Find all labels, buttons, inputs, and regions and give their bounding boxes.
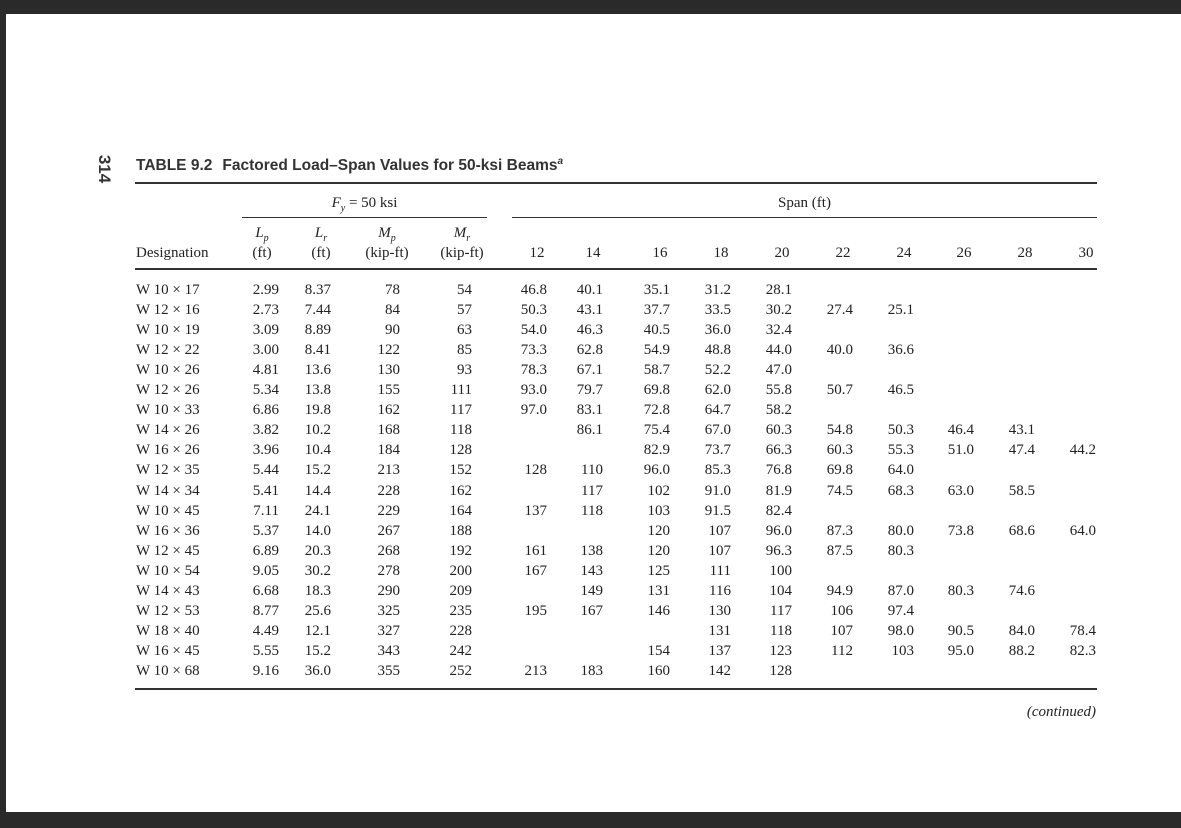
value-cell: 8.77 — [252, 602, 279, 619]
document-page — [6, 14, 1181, 812]
value-cell: 167 — [524, 562, 547, 579]
value-cell: 94.9 — [826, 582, 853, 599]
value-cell: 15.2 — [304, 642, 331, 659]
value-cell: 107 — [708, 542, 731, 559]
value-cell: 7.44 — [304, 302, 331, 319]
value-cell: 125 — [647, 562, 670, 579]
value-cell: 106 — [830, 602, 853, 619]
value-cell: 13.8 — [304, 382, 331, 399]
designation-cell: W 12 × 16 — [136, 302, 200, 319]
value-cell: 3.96 — [252, 442, 279, 459]
value-cell: 138 — [580, 542, 603, 559]
value-cell: 78.3 — [520, 362, 547, 379]
value-cell: 96.3 — [765, 542, 792, 559]
value-cell: 46.5 — [887, 382, 914, 399]
value-cell: 48.8 — [704, 342, 731, 359]
designation-cell: W 10 × 17 — [136, 282, 200, 298]
value-cell: 54.0 — [520, 322, 547, 339]
top-rule — [135, 182, 1097, 184]
value-cell: 162 — [377, 402, 400, 419]
value-cell: 8.37 — [304, 282, 331, 298]
value-cell: 131 — [708, 622, 731, 639]
table-title — [136, 156, 563, 175]
value-cell: 72.8 — [643, 402, 670, 419]
value-cell: 47.0 — [765, 362, 792, 379]
value-cell: 86.1 — [576, 422, 603, 439]
value-cell: 64.0 — [887, 462, 914, 479]
value-cell: 103 — [647, 502, 670, 519]
value-cell: 137 — [708, 642, 731, 659]
value-cell: 25.1 — [887, 302, 914, 319]
value-cell: 130 — [708, 602, 731, 619]
span-group-header: Span (ft) — [778, 195, 831, 211]
span-header-18: 18 — [713, 245, 729, 261]
value-cell: 90.5 — [947, 622, 974, 639]
value-cell: 25.6 — [304, 602, 331, 619]
designation-cell: W 16 × 26 — [136, 442, 200, 459]
value-cell: 50.3 — [887, 422, 914, 439]
value-cell: 107 — [708, 522, 731, 539]
value-cell: 43.1 — [576, 302, 603, 319]
value-cell: 9.16 — [252, 662, 279, 679]
value-cell: 80.3 — [887, 542, 914, 559]
value-cell: 128 — [524, 462, 547, 479]
value-cell: 95.0 — [947, 642, 974, 659]
value-cell: 66.3 — [765, 442, 792, 459]
value-cell: 111 — [709, 562, 731, 579]
value-cell: 8.89 — [304, 322, 331, 339]
value-cell: 97.4 — [887, 602, 914, 619]
value-cell: 30.2 — [304, 562, 331, 579]
value-cell: 268 — [377, 542, 400, 559]
value-cell: 57 — [457, 302, 472, 319]
value-cell: 18.3 — [304, 582, 331, 599]
value-cell: 13.6 — [304, 362, 331, 379]
value-cell: 83.1 — [576, 402, 603, 419]
value-cell: 91.0 — [704, 482, 731, 499]
designation-cell: W 10 × 54 — [136, 562, 200, 579]
value-cell: 55.3 — [887, 442, 914, 459]
value-cell: 85 — [457, 342, 472, 359]
value-cell: 51.0 — [947, 442, 974, 459]
value-cell: 35.1 — [643, 282, 670, 298]
value-cell: 96.0 — [765, 522, 792, 539]
value-cell: 93.0 — [520, 382, 547, 399]
fy-subscript: y — [340, 203, 346, 214]
value-cell: 3.09 — [252, 322, 279, 339]
value-cell: 213 — [377, 462, 400, 479]
value-cell: 2.73 — [252, 302, 279, 319]
value-cell: 68.3 — [887, 482, 914, 499]
property-header-2-symbol: M — [378, 225, 391, 241]
value-cell: 78.4 — [1069, 622, 1096, 639]
value-cell: 9.05 — [252, 562, 279, 579]
property-header-0-symbol: L — [255, 225, 264, 241]
value-cell: 5.37 — [252, 522, 279, 539]
designation-cell: W 14 × 34 — [136, 482, 200, 499]
value-cell: 28.1 — [765, 282, 792, 298]
header-bottom-rule — [135, 268, 1097, 270]
value-cell: 355 — [377, 662, 400, 679]
property-header-2-subscript: p — [390, 233, 396, 244]
table-title-text: Factored Load–Span Values for 50-ksi Beams — [222, 157, 558, 175]
value-cell: 15.2 — [304, 462, 331, 479]
value-cell: 161 — [524, 542, 547, 559]
designation-cell: W 10 × 19 — [136, 322, 200, 339]
value-cell: 229 — [377, 502, 400, 519]
value-cell: 6.89 — [252, 542, 279, 559]
value-cell: 67.1 — [576, 362, 603, 379]
value-cell: 60.3 — [765, 422, 792, 439]
value-cell: 192 — [449, 542, 472, 559]
value-cell: 62.8 — [576, 342, 603, 359]
value-cell: 52.2 — [704, 362, 731, 379]
value-cell: 64.0 — [1069, 522, 1096, 539]
value-cell: 40.5 — [643, 322, 670, 339]
value-cell: 84.0 — [1008, 622, 1035, 639]
value-cell: 290 — [377, 582, 400, 599]
value-cell: 54.9 — [643, 342, 670, 359]
value-cell: 195 — [524, 602, 547, 619]
value-cell: 78 — [385, 282, 400, 298]
value-cell: 47.4 — [1008, 442, 1035, 459]
value-cell: 167 — [580, 602, 603, 619]
value-cell: 252 — [449, 662, 472, 679]
value-cell: 36.0 — [704, 322, 731, 339]
value-cell: 104 — [769, 582, 792, 599]
value-cell: 213 — [524, 662, 547, 679]
value-cell: 37.7 — [643, 302, 670, 319]
table-label: TABLE 9.2 — [136, 157, 213, 175]
value-cell: 75.4 — [643, 422, 670, 439]
value-cell: 117 — [581, 482, 603, 499]
value-cell: 44.2 — [1069, 442, 1096, 459]
designation-header: Designation — [136, 245, 209, 261]
value-cell: 107 — [830, 622, 853, 639]
value-cell: 183 — [580, 662, 603, 679]
value-cell: 122 — [377, 342, 400, 359]
value-cell: 19.8 — [304, 402, 331, 419]
value-cell: 118 — [770, 622, 792, 639]
value-cell: 76.8 — [765, 462, 792, 479]
value-cell: 73.3 — [520, 342, 547, 359]
value-cell: 267 — [377, 522, 400, 539]
value-cell: 155 — [377, 382, 400, 399]
value-cell: 154 — [647, 642, 670, 659]
value-cell: 24.1 — [304, 502, 331, 519]
value-cell: 31.2 — [704, 282, 731, 298]
value-cell: 5.34 — [252, 382, 279, 399]
value-cell: 98.0 — [887, 622, 914, 639]
value-cell: 242 — [449, 642, 472, 659]
value-cell: 142 — [708, 662, 731, 679]
property-unit-1: (ft) — [311, 245, 331, 261]
designation-cell: W 14 × 26 — [136, 422, 200, 439]
designation-cell: W 10 × 26 — [136, 362, 200, 379]
value-cell: 58.2 — [765, 402, 792, 419]
property-unit-3: (kip-ft) — [440, 245, 484, 261]
value-cell: 87.5 — [826, 542, 853, 559]
value-cell: 327 — [377, 622, 400, 639]
value-cell: 168 — [377, 422, 400, 439]
value-cell: 36.0 — [304, 662, 331, 679]
value-cell: 118 — [581, 502, 603, 519]
value-cell: 80.3 — [947, 582, 974, 599]
value-cell: 4.81 — [252, 362, 279, 379]
value-cell: 5.44 — [252, 462, 279, 479]
value-cell: 69.8 — [643, 382, 670, 399]
value-cell: 63 — [457, 322, 472, 339]
value-cell: 130 — [377, 362, 400, 379]
value-cell: 84 — [385, 302, 400, 319]
value-cell: 73.8 — [947, 522, 974, 539]
value-cell: 40.0 — [826, 342, 853, 359]
value-cell: 74.5 — [826, 482, 853, 499]
value-cell: 235 — [449, 602, 472, 619]
designation-cell: W 12 × 26 — [136, 382, 200, 399]
value-cell: 116 — [709, 582, 731, 599]
value-cell: 90 — [385, 322, 400, 339]
value-cell: 55.8 — [765, 382, 792, 399]
value-cell: 46.8 — [520, 282, 547, 298]
value-cell: 40.1 — [576, 282, 603, 298]
span-header-14: 14 — [585, 245, 601, 261]
title-footnote-mark: a — [557, 156, 564, 167]
designation-cell: W 10 × 33 — [136, 402, 200, 419]
value-cell: 36.6 — [887, 342, 914, 359]
fy-group-header — [242, 194, 487, 218]
value-cell: 123 — [769, 642, 792, 659]
value-cell: 188 — [449, 522, 472, 539]
value-cell: 325 — [377, 602, 400, 619]
value-cell: 117 — [450, 402, 472, 419]
designation-cell: W 12 × 35 — [136, 462, 200, 479]
value-cell: 93 — [457, 362, 472, 379]
value-cell: 110 — [581, 462, 603, 479]
designation-cell: W 10 × 45 — [136, 502, 200, 519]
value-cell: 131 — [647, 582, 670, 599]
designation-cell: W 16 × 45 — [136, 642, 200, 659]
value-cell: 152 — [449, 462, 472, 479]
value-cell: 5.41 — [252, 482, 279, 499]
value-cell: 58.7 — [643, 362, 670, 379]
value-cell: 69.8 — [826, 462, 853, 479]
value-cell: 80.0 — [887, 522, 914, 539]
property-header-1-subscript: r — [323, 233, 328, 244]
value-cell: 103 — [891, 642, 914, 659]
value-cell: 6.68 — [252, 582, 279, 599]
value-cell: 67.0 — [704, 422, 731, 439]
value-cell: 137 — [524, 502, 547, 519]
designation-cell: W 14 × 43 — [136, 582, 200, 599]
value-cell: 88.2 — [1008, 642, 1035, 659]
value-cell: 200 — [449, 562, 472, 579]
value-cell: 2.99 — [252, 282, 279, 298]
designation-cell: W 12 × 53 — [136, 602, 200, 619]
fy-value: = 50 ksi — [345, 195, 398, 211]
property-header-3-symbol: M — [453, 225, 467, 241]
value-cell: 30.2 — [765, 302, 792, 319]
value-cell: 50.3 — [520, 302, 547, 319]
property-header-3-subscript: r — [466, 233, 471, 244]
value-cell: 14.4 — [304, 482, 331, 499]
value-cell: 62.0 — [704, 382, 731, 399]
value-cell: 82.3 — [1069, 642, 1096, 659]
value-cell: 64.7 — [704, 402, 731, 419]
property-header-1-symbol: L — [314, 225, 324, 241]
value-cell: 162 — [449, 482, 472, 499]
property-unit-2: (kip-ft) — [365, 245, 409, 261]
value-cell: 54.8 — [826, 422, 853, 439]
value-cell: 81.9 — [765, 482, 792, 499]
value-cell: 343 — [377, 642, 400, 659]
span-header-22: 22 — [835, 245, 851, 261]
value-cell: 4.49 — [252, 622, 279, 639]
continued-note: (continued) — [1026, 704, 1096, 720]
value-cell: 63.0 — [947, 482, 974, 499]
span-header-26: 26 — [956, 245, 972, 261]
value-cell: 73.7 — [704, 442, 731, 459]
value-cell: 3.00 — [252, 342, 279, 359]
span-header-20: 20 — [774, 245, 790, 261]
value-cell: 46.4 — [947, 422, 974, 439]
value-cell: 6.86 — [252, 402, 279, 419]
value-cell: 164 — [449, 502, 472, 519]
value-cell: 60.3 — [826, 442, 853, 459]
value-cell: 111 — [450, 382, 472, 399]
span-header-12: 12 — [529, 245, 545, 261]
span-header-16: 16 — [652, 245, 668, 261]
value-cell: 120 — [647, 542, 670, 559]
property-unit-0: (ft) — [252, 245, 272, 261]
value-cell: 10.2 — [304, 422, 331, 439]
span-header-28: 28 — [1017, 245, 1033, 261]
value-cell: 228 — [377, 482, 400, 499]
value-cell: 82.9 — [643, 442, 670, 459]
value-cell: 184 — [377, 442, 400, 459]
value-cell: 33.5 — [704, 302, 731, 319]
value-cell: 87.0 — [887, 582, 914, 599]
designation-cell: W 16 × 36 — [136, 522, 200, 539]
value-cell: 118 — [450, 422, 472, 439]
value-cell: 102 — [647, 482, 670, 499]
value-cell: 12.1 — [304, 622, 331, 639]
value-cell: 50.7 — [826, 382, 853, 399]
page-number: 314 — [95, 154, 115, 184]
value-cell: 278 — [377, 562, 400, 579]
value-cell: 7.11 — [253, 502, 279, 519]
value-cell: 85.3 — [704, 462, 731, 479]
designation-cell: W 18 × 40 — [136, 622, 200, 639]
fy-symbol: F — [331, 195, 341, 211]
value-cell: 209 — [449, 582, 472, 599]
value-cell: 117 — [770, 602, 792, 619]
value-cell: 91.5 — [704, 502, 731, 519]
value-cell: 5.55 — [252, 642, 279, 659]
span-header-24: 24 — [896, 245, 912, 261]
value-cell: 143 — [580, 562, 603, 579]
value-cell: 128 — [769, 662, 792, 679]
value-cell: 8.41 — [304, 342, 331, 359]
value-cell: 96.0 — [643, 462, 670, 479]
value-cell: 74.6 — [1008, 582, 1035, 599]
value-cell: 10.4 — [304, 442, 331, 459]
value-cell: 20.3 — [304, 542, 331, 559]
value-cell: 3.82 — [252, 422, 279, 439]
value-cell: 160 — [647, 662, 670, 679]
value-cell: 14.0 — [304, 522, 331, 539]
value-cell: 46.3 — [576, 322, 603, 339]
designation-cell: W 12 × 45 — [136, 542, 200, 559]
span-group-rule — [512, 217, 1097, 218]
value-cell: 82.4 — [765, 502, 792, 519]
value-cell: 228 — [449, 622, 472, 639]
value-cell: 27.4 — [826, 302, 853, 319]
value-cell: 120 — [647, 522, 670, 539]
value-cell: 146 — [647, 602, 670, 619]
value-cell: 54 — [457, 282, 472, 298]
value-cell: 79.7 — [576, 382, 603, 399]
value-cell: 128 — [449, 442, 472, 459]
value-cell: 97.0 — [520, 402, 547, 419]
property-header-0-subscript: p — [263, 233, 269, 244]
designation-cell: W 12 × 22 — [136, 342, 200, 359]
value-cell: 100 — [769, 562, 792, 579]
span-header-30: 30 — [1078, 245, 1094, 261]
value-cell: 112 — [831, 642, 853, 659]
value-cell: 68.6 — [1008, 522, 1035, 539]
bottom-rule — [135, 688, 1097, 690]
value-cell: 32.4 — [765, 322, 792, 339]
value-cell: 44.0 — [765, 342, 792, 359]
value-cell: 58.5 — [1008, 482, 1035, 499]
value-cell: 43.1 — [1008, 422, 1035, 439]
value-cell: 87.3 — [826, 522, 853, 539]
designation-cell: W 10 × 68 — [136, 662, 200, 679]
value-cell: 149 — [580, 582, 603, 599]
